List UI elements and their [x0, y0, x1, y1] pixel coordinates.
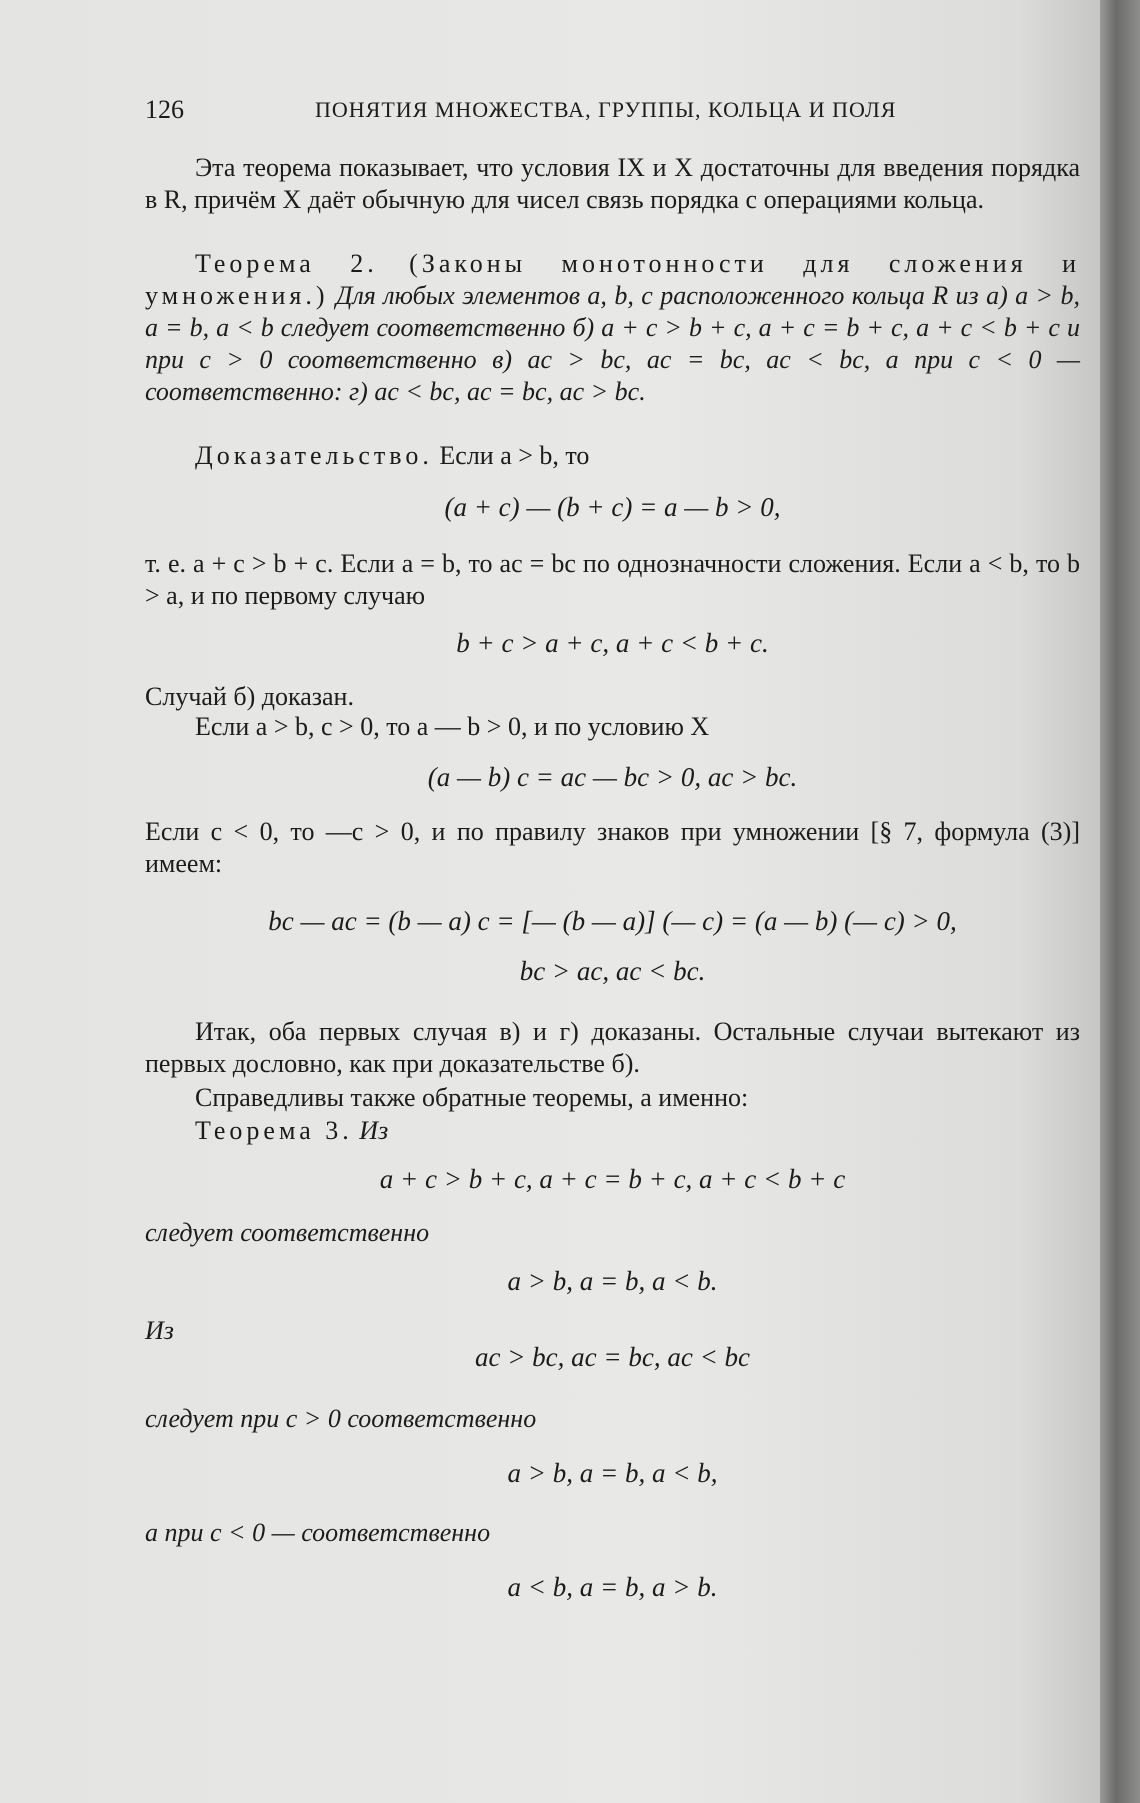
paragraph-proof-5: Если c < 0, то —c > 0, и по правилу знаков при умножении [§ 7, формула (3)] имеем:: [145, 817, 1080, 878]
paragraph-case-b: Случай б) доказан.: [145, 682, 354, 711]
formula-5: bc > ac, ac < bc.: [519, 956, 706, 986]
theorem-3-formula-3: ac > bc, ac = bc, ac < bc: [474, 1342, 751, 1372]
theorem-3-text-1: следует соответственно: [145, 1218, 430, 1247]
theorem-3-label: Теорема 3.: [195, 1116, 353, 1145]
paragraph-intro: Эта теорема показывает, что условия IX и X достаточны для введения порядка в R, причём X даёт обычную для чисел связь порядка с операциями кольца.: [145, 153, 1080, 214]
page-edge-shadow: [1100, 0, 1140, 1803]
theorem-2-body: Для любых элементов a, b, c расположенного кольца R из а) a > b, a = b, a < b следует соответственно б) a + c > b + c, a + c = b + c, a + c < b + c и при c > 0 соответственно в) ac > bc, ac = bc, ac < bc, а при c < 0 — соответственно: г) ac < bc, ac = bc, ac > bc.: [145, 281, 1081, 406]
theorem-3-text-2: следует при c > 0 соответственно: [145, 1404, 537, 1433]
paragraph-proof-6: Итак, оба первых случая в) и г) доказаны. Остальные случаи вытекают из первых дословно, как при доказательстве б).: [145, 1017, 1080, 1078]
theorem-2-title: (Законы монотонности для сложения и умножения.): [145, 249, 1080, 310]
formula-4: bc — ac = (b — a) c = [— (b — a)] (— c) = (a — b) (— c) > 0,: [268, 906, 957, 936]
paragraph-converse: Справедливы также обратные теоремы, а именно:: [195, 1083, 749, 1112]
theorem-3-formula-5: a < b, a = b, a > b.: [507, 1572, 718, 1602]
formula-1: (a + c) — (b + c) = a — b > 0,: [444, 492, 781, 522]
theorem-3-line: [195, 1116, 1130, 1146]
proof-intro: Если a > b, то: [439, 441, 590, 470]
formula-3: (a — b) c = ac — bc > 0, ac > bc.: [427, 762, 798, 792]
theorem-3-from-2: Из: [145, 1316, 174, 1345]
proof-intro-line: [145, 440, 1080, 472]
theorem-3-formula-1: a + c > b + c, a + c = b + c, a + c < b + c: [379, 1164, 846, 1194]
theorem-2: [145, 248, 1080, 408]
theorem-3-text-3: а при c < 0 — соответственно: [145, 1518, 491, 1547]
formula-2: b + c > a + c, a + c < b + c.: [456, 628, 769, 658]
theorem-3-from: Из: [359, 1116, 389, 1145]
page-number: 126: [145, 95, 184, 124]
paragraph-proof-2: т. е. a + c > b + c. Если a = b, то ac = bc по однозначности сложения. Если a < b, то b > a, и по первому случаю: [145, 549, 1080, 610]
theorem-3-formula-4: a > b, a = b, a < b,: [507, 1458, 718, 1488]
paragraph-proof-4: Если a > b, c > 0, то a — b > 0, и по условию X: [195, 712, 710, 741]
running-title: ПОНЯТИЯ МНОЖЕСТВА, ГРУППЫ, КОЛЬЦА И ПОЛЯ: [315, 97, 897, 122]
theorem-2-label: Теорема 2.: [195, 249, 378, 278]
proof-label: Доказательство.: [195, 441, 433, 470]
theorem-3-formula-2: a > b, a = b, a < b.: [507, 1266, 718, 1296]
page-header: [145, 95, 1080, 125]
